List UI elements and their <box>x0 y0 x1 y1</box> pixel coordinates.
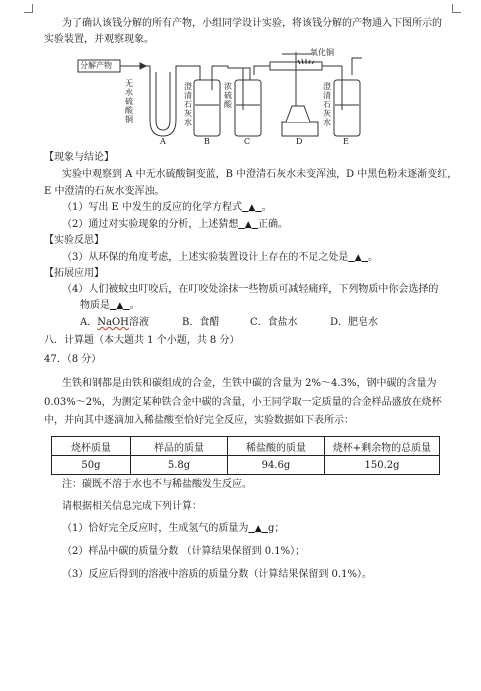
option-c-letter: C． <box>250 317 268 328</box>
table-header-cell: 烧杯+剩余物的总质量 <box>325 437 440 456</box>
observation-heading: 【现象与结论】 <box>44 152 114 163</box>
table-header-cell: 烧杯质量 <box>52 437 131 456</box>
apparatus-letter-d: D <box>296 137 303 146</box>
intro-line-2: 实验装置，并观察现象。 <box>44 34 154 45</box>
answer-blank-1[interactable] <box>242 202 262 213</box>
question-2-text: （2）通过对实验现象的分析，上述猜想 <box>62 219 239 230</box>
option-a-formula: NaOH <box>97 317 129 328</box>
question-47-para-2: 0.03%～2%，为测定某种铁合金中碳的含量，小王同学取一定质量的合金样品盛放在烧杯 <box>44 397 442 408</box>
option-d-text: 肥皂水 <box>348 317 379 328</box>
blank-marker-icon: ▲ <box>116 301 124 311</box>
intro-line-1: 为了确认该钱分解的所有产物，小组同学设计实验，将该钱分解的产物通入下图所示的 <box>62 18 442 29</box>
question-4-line-2 <box>80 299 140 313</box>
table-cell: 150.2g <box>325 456 440 475</box>
question-1-text: （1）写出 E 中发生的反应的化学方程式 <box>62 202 243 213</box>
option-b-letter: B． <box>182 317 200 328</box>
table-cell: 50g <box>52 456 131 475</box>
calculation-2: （2）样品中碳的质量分数 （计算结果保留到 0.1%）； <box>62 546 306 557</box>
table-header-row <box>52 437 440 456</box>
table-header-cell: 稀盐酸的质量 <box>228 437 325 456</box>
calculation-intro: 请根据相关信息完成下列计算： <box>62 501 202 512</box>
question-4-line-1: （4）人们被蚊虫叮咬后，在叮咬处涂抹一些物质可减轻痛痒，下列物质中你会选择的 <box>62 284 439 295</box>
option-a-text: 溶液 <box>128 317 149 328</box>
apparatus-letter-e: E <box>343 137 349 146</box>
question-47-para-3: 中，并向其中逐滴加入稀盐酸至恰好完全反应，实验数据如下表所示： <box>44 415 354 426</box>
blank-marker-icon: ▲ <box>254 524 262 534</box>
corner-mark-top-left <box>24 4 33 13</box>
table-note: 注：碳既不溶于水也不与稀盐酸发生反应。 <box>62 479 252 490</box>
question-3 <box>62 251 378 265</box>
bottle-e-label: 澄清石灰水 <box>323 82 331 127</box>
option-a-letter: A． <box>80 317 98 328</box>
calculation-1-unit: g； <box>268 523 285 534</box>
question-47-para-1: 生铁和钢都是由铁和碳组成的合金，生铁中碳的含量为 2%～4.3%，钢中碳的含量为 <box>62 378 437 389</box>
option-d[interactable] <box>330 316 378 329</box>
experiment-apparatus-diagram <box>0 50 481 150</box>
question-4-end: 。 <box>129 300 140 311</box>
table-row <box>52 456 440 475</box>
answer-blank-5[interactable] <box>248 523 268 534</box>
table-cell: 5.8g <box>131 456 228 475</box>
observation-line-2: E 中澄清的石灰水变浑浊。 <box>44 186 165 197</box>
experiment-data-table <box>51 436 440 475</box>
option-c[interactable] <box>250 316 298 329</box>
answer-blank-2[interactable] <box>238 219 258 230</box>
copper-oxide-label: 氧化铜 <box>310 48 334 57</box>
option-b-text: 食醋 <box>199 317 220 328</box>
question-47-number: 47．（8 分） <box>44 354 102 365</box>
answer-blank-4[interactable] <box>110 300 130 311</box>
question-3-end: 。 <box>368 252 379 263</box>
option-a[interactable] <box>80 316 149 329</box>
calculation-1-text: （1）恰好完全反应时，生成氢气的质量为 <box>62 523 249 534</box>
option-c-text: 食盐水 <box>267 317 298 328</box>
apparatus-letter-c: C <box>244 137 251 146</box>
blank-marker-icon: ▲ <box>248 203 256 213</box>
apparatus-letter-a: A <box>160 137 166 146</box>
extension-heading: 【拓展应用】 <box>44 268 104 279</box>
table-header-cell: 样品的质量 <box>131 437 228 456</box>
observation-line-1: 实验中观察到 A 中无水硫酸铜变蓝，B 中澄清石灰水未变浑浊，D 中黑色粉末逐渐变红， <box>62 169 458 180</box>
question-3-text: （3）从环保的角度考虑，上述实验装置设计上存在的不足之处是 <box>62 252 349 263</box>
calculation-3: （3）反应后得到的溶液中溶质的质量分数（计算结果保留到 0.1%）。 <box>62 569 372 580</box>
reflection-heading: 【实验反思】 <box>44 235 104 246</box>
calculation-1 <box>62 522 284 536</box>
corner-mark-top-right <box>452 4 461 13</box>
blank-marker-icon: ▲ <box>244 220 252 230</box>
section-8-heading: 八．计算题（本大题共 1 个小题，共 8 分） <box>44 335 240 346</box>
answer-blank-3[interactable] <box>348 252 368 263</box>
option-d-letter: D． <box>330 317 349 328</box>
bottle-b-label: 澄清石灰水 <box>184 82 192 127</box>
bottle-c-label: 浓硫酸 <box>224 82 232 109</box>
question-1: （1）写出 E 中发生的反应的化学方程式 ▲ 。 <box>62 202 272 213</box>
question-2 <box>62 218 288 232</box>
apparatus-letter-b: B <box>204 137 210 146</box>
question-2-end: 正确。 <box>258 219 289 230</box>
table-cell: 94.6g <box>228 456 325 475</box>
option-b[interactable] <box>182 316 219 329</box>
question-4-text: 物质是 <box>80 300 110 311</box>
inlet-label: 分解产物 <box>80 61 112 70</box>
tube-a-label: 无水硫酸铜 <box>125 79 133 124</box>
blank-marker-icon: ▲ <box>354 253 362 263</box>
